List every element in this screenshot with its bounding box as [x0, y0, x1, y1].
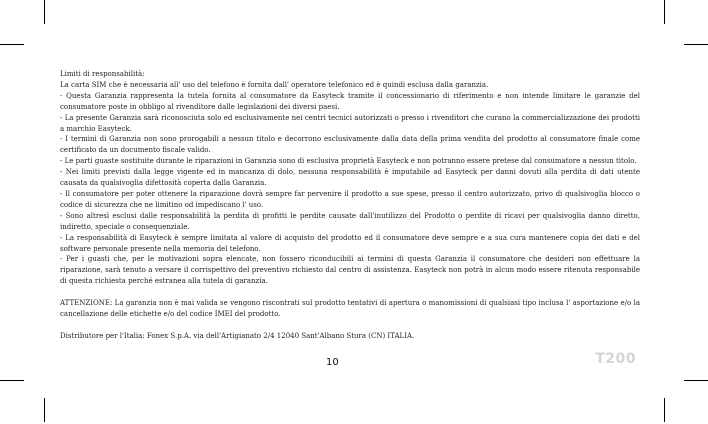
- distributor-line: Distributore per l'Italia: Fonex S.p.A. via dell'Artigianato 2/4 12040 Sant'Albano Stura (CN) ITALIA.: [60, 331, 415, 340]
- paragraph-centri: - La presente Garanzia sarà riconosciuta solo ed esclusivamente nei centri tecnici autorizzati o presso i rivenditori che curano la commercializzazione dei prodotti a marchio Easyteck.: [60, 113, 640, 133]
- paragraph-parti: - Le parti guaste sostituite durante le riparazioni in Garanzia sono di esclusiva proprietà Easyteck e non potranno essere pretese dal consumatore a nessun titolo.: [60, 157, 637, 166]
- paragraph-tutela: - Questa Garanzia rappresenta la tutela fornita al consumatore da Easyteck tramite il concessionario di riferimento e non intende limitare le garanzie del consumatore poste in obbligo al rivenditore dalle legislazioni dei diversi paesi.: [60, 91, 640, 111]
- crop-mark-bottom-left-v: [44, 398, 45, 422]
- crop-mark-bottom-right-v: [664, 398, 665, 422]
- paragraph-sim: La carta SIM che è necessaria all' uso del telefono è fornita dall' operatore telefonico ed è quindi esclusa dalla garanzia.: [60, 80, 489, 89]
- crop-mark-top-left-h: [0, 44, 24, 45]
- crop-mark-top-right-h: [684, 44, 708, 45]
- paragraph-blocco: - Il consumatore per poter ottenere la riparazione dovrà sempre far pervenire il prodotto a sue spese, presso il centro autorizzato, privo di qualsivoglia blocco o codice di sicurezza che ne limitino od impediscano l' uso.: [60, 189, 640, 209]
- paragraph-profitti: - Sono altresì esclusi dalle responsabilità la perdita di profitti le perdite causate dall'inutilizzo del Prodotto o perdite di ricavi per qualsivoglia danno diretto, indiretto, speciale o consequenziale.: [60, 211, 640, 231]
- attention-notice: ATTENZIONE: La garanzia non è mai valida se vengono riscontrati sul prodotto tentativi di apertura o manomissioni di qualsiasi tipo inclusa l' asportazione e/o la cancellazione delle etichette e/o del codice IMEI del prodotto.: [60, 299, 640, 319]
- warranty-text: [60, 69, 640, 342]
- paragraph-valore: - La responsabilità di Easyteck è sempre limitata al valore di acquisto del prodotto ed il consumatore deve sempre e a sua cura mantenere copia dei dati e del software personale presente nella memoria del telefono.: [60, 233, 640, 253]
- crop-mark-bottom-right-h: [684, 380, 708, 381]
- paragraph-termini: - I termini di Garanzia non sono prorogabili a nessun titolo e decorrono esclusivamente dalla data della prima vendita del prodotto al consumatore finale come certificato da un documento fiscale valido.: [60, 135, 640, 155]
- page-number: 10: [326, 357, 339, 368]
- crop-mark-bottom-left-h: [0, 380, 24, 381]
- paragraph-guasti: - Per i guasti che, per le motivazioni sopra elencate, non fossero riconducibili ai termini di questa Garanzia il consumatore che desideri non effettuare la riparazione, sarà tenuto a versare il corrispettivo del preventivo richiesto dal centro di assistenza. Easyteck non potrà in alcun modo essere ritenuta responsabile di questa richiesta perché estranea alla tutela di garanzia.: [60, 255, 640, 286]
- crop-mark-top-left-v: [44, 0, 45, 24]
- crop-mark-top-right-v: [664, 0, 665, 24]
- paragraph-dati: - Nei limiti previsti dalla legge vigente ed in mancanza di dolo, nessuna responsabilità è imputabile ad Easyteck per danni dovuti alla perdita di dati utente causata da qualsivoglia difettosità coperta dalla Garanzia.: [60, 168, 640, 188]
- model-code: T200: [595, 351, 636, 367]
- section-heading: Limiti di responsabilità:: [60, 70, 145, 78]
